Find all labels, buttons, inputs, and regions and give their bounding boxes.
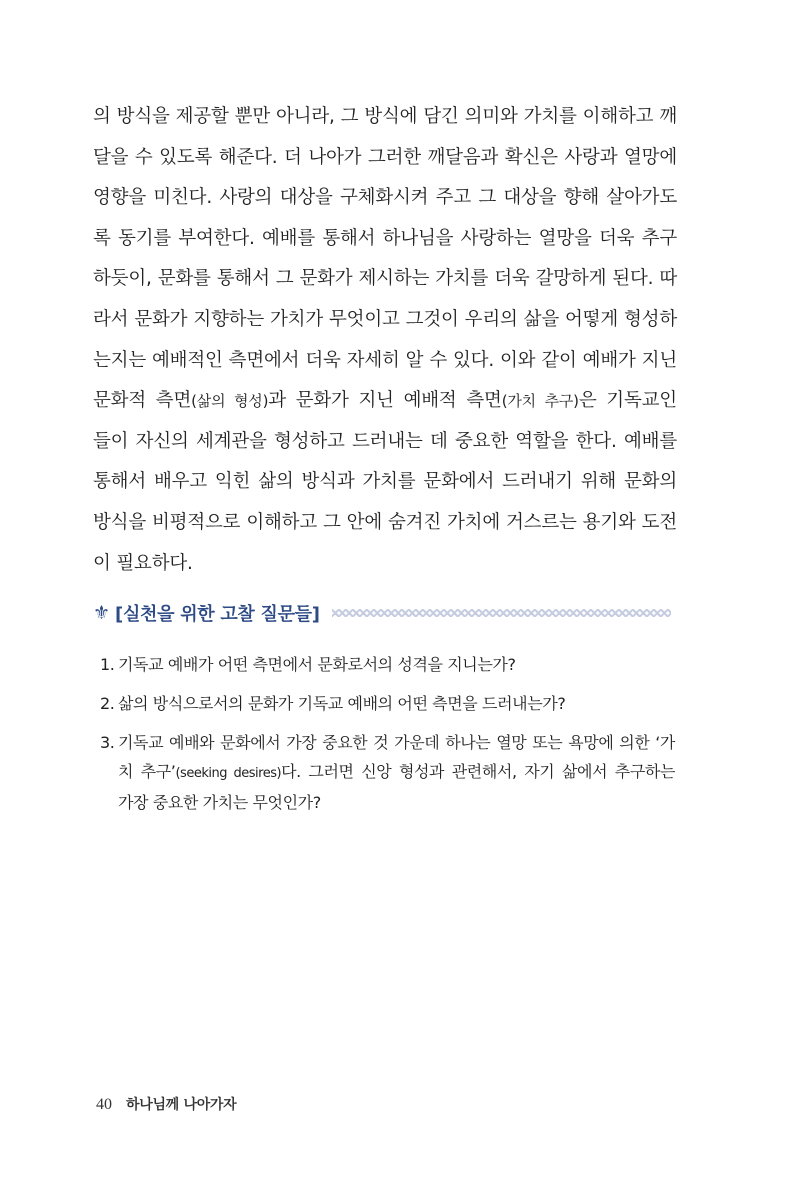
body-text-segment: 은 기독교인 bbox=[578, 390, 677, 412]
question-number: 2. bbox=[100, 694, 115, 713]
body-annotation: (가치 추구) bbox=[501, 392, 579, 411]
question-number: 3. bbox=[100, 733, 115, 752]
section-title: [실천을 위한 고찰 질문들] bbox=[115, 604, 320, 625]
body-line: 통해서 배우고 익힌 삶의 방식과 가치를 문화에서 드러내기 위해 문화의 bbox=[93, 471, 677, 493]
fleur-de-lis-icon: ⚜ bbox=[93, 602, 111, 624]
body-line: 방식을 비평적으로 이해하고 그 안에 숨겨진 가치에 거스르는 용기와 도전 bbox=[93, 511, 677, 533]
body-line bbox=[93, 381, 677, 422]
body-line: 록 동기를 부여한다. 예배를 통해서 하나님을 사랑하는 열망을 더욱 추구 bbox=[93, 227, 677, 249]
section-heading bbox=[93, 598, 677, 628]
question-number: 1. bbox=[100, 655, 115, 674]
decorative-rule bbox=[332, 609, 671, 617]
running-title: 하나님께 나아가자 bbox=[126, 1097, 237, 1113]
body-line: 들이 자신의 세계관을 형성하고 드러내는 데 중요한 역할을 한다. 예배를 bbox=[93, 430, 677, 452]
body-line: 의 방식을 제공할 뿐만 아니라, 그 방식에 담긴 의미와 가치를 이해하고 깨 bbox=[93, 106, 677, 127]
body-line: 달을 수 있도록 해준다. 더 나아가 그러한 깨달음과 확신은 사랑과 열망에 bbox=[93, 146, 677, 168]
question-text-line bbox=[118, 757, 675, 788]
question-text: 기독교 예배가 어떤 측면에서 문화로서의 성격을 지니는가? bbox=[118, 655, 516, 674]
body-line: 는지는 예배적인 측면에서 더욱 자세히 알 수 있다. 이와 같이 예배가 지닌 bbox=[93, 349, 677, 371]
body-text-segment: 문화적 측면 bbox=[93, 390, 192, 412]
page-footer bbox=[96, 1094, 236, 1114]
question-list bbox=[100, 650, 675, 827]
body-line: 이 필요하다. bbox=[93, 552, 193, 574]
list-item bbox=[100, 650, 675, 679]
body-text-segment: 과 문화가 지닌 예배적 측면 bbox=[268, 390, 502, 412]
list-item bbox=[100, 689, 675, 718]
question-text: 삶의 방식으로서의 문화가 기독교 예배의 어떤 측면을 드러내는가? bbox=[118, 694, 566, 713]
question-annotation: (seeking desires) bbox=[175, 766, 282, 781]
question-text-line: 기독교 예배와 문화에서 가장 중요한 것 가운데 하나는 열망 또는 욕망에 의한 ‘가 bbox=[118, 733, 675, 752]
body-line: 영향을 미친다. 사랑의 대상을 구체화시켜 주고 그 대상을 향해 살아가도 bbox=[93, 187, 677, 209]
list-item bbox=[100, 728, 675, 817]
body-annotation: (삶의 형성) bbox=[191, 392, 269, 411]
question-text-line: 가장 중요한 가치는 무엇인가? bbox=[118, 793, 321, 812]
question-text-segment: 치 추구’ bbox=[118, 762, 176, 781]
body-paragraph bbox=[93, 97, 677, 584]
question-text-segment: 다. 그러면 신앙 형성과 관련해서, 자기 삶에서 추구하는 bbox=[281, 762, 675, 781]
page-number: 40 bbox=[96, 1096, 112, 1113]
body-line: 하듯이, 문화를 통해서 그 문화가 제시하는 가치를 더욱 갈망하게 된다. 따 bbox=[93, 268, 677, 290]
body-line: 라서 문화가 지향하는 가치가 무엇이고 그것이 우리의 삶을 어떻게 형성하 bbox=[93, 308, 677, 330]
